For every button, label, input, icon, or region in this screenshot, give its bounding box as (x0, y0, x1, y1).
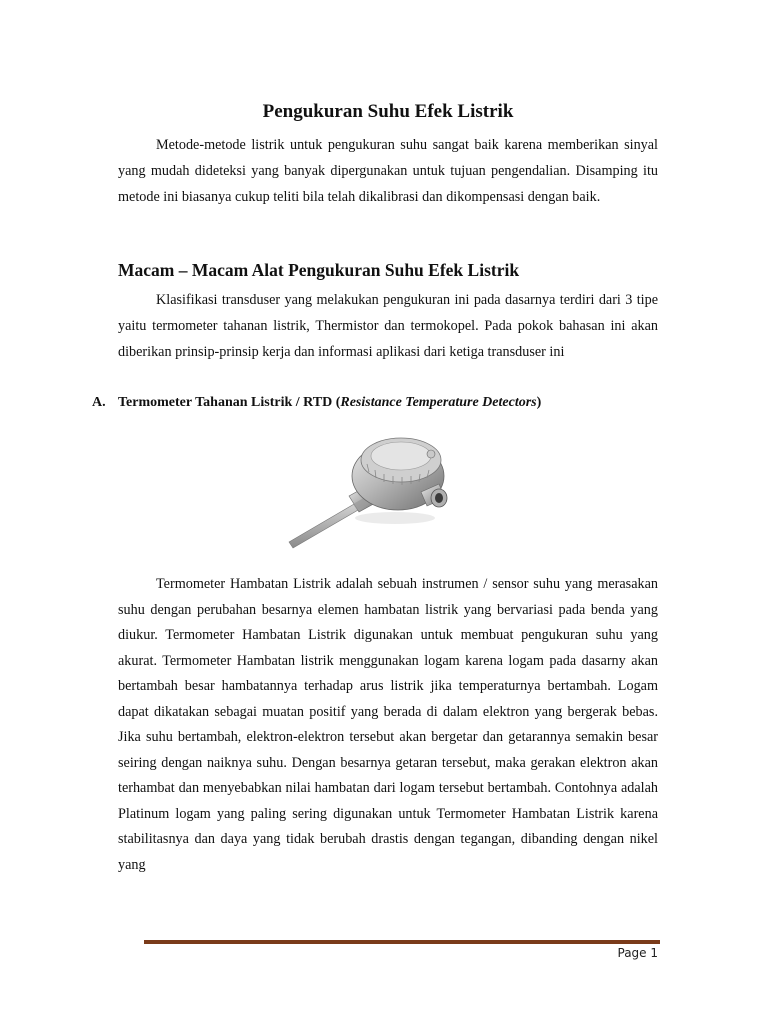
subsection-letter: A. (92, 395, 106, 410)
subsection-title-end: ) (536, 395, 542, 410)
page-number: Page 1 (617, 946, 658, 960)
rtd-sensor-image (283, 426, 451, 560)
section-heading: Macam – Macam Alat Pengukuran Suhu Efek Listrik (118, 260, 520, 280)
subsection-heading-a (92, 395, 541, 411)
footer-divider (144, 940, 660, 944)
rtd-body-paragraph: Termometer Hambatan Listrik adalah sebuah instrumen / sensor suhu yang merasakan suhu dengan perubahan besarnya elemen hambatan listrik yang bervariasi pada benda yang diukur. Termometer Hambatan Listrik digunakan untuk membuat pengukuran suhu yang akurat. Termometer Hambatan listrik menggunakan logam karena logam pada dasarny akan bertambah besar hambatannya terhadap arus listrik jika temperaturnya bertambah. Logam dapat dikatakan sebagai muatan positif yang berada di dalam elektron yang bergerak bebas. Jika suhu bertambah, elektron-elektron tersebut akan bergetar dan getarannya semakin besar seiring dengan naiknya suhu. Dengan besarnya getaran tersebut, maka gerakan elektron akan terhambat dan menyebabkan nilai hambatan dari logam tersebut bertambah. Contohnya adalah Platinum logam yang paling sering digunakan untuk Termometer Hambatan Listrik karena stabilitasnya dan daya yang tidak berubah drastis dengan tegangan, dibanding dengan nikel yang (118, 576, 658, 873)
subsection-title-italic: Resistance Temperature Detectors (340, 395, 537, 410)
classification-paragraph: Klasifikasi transduser yang melakukan pengukuran ini pada dasarnya terdiri dari 3 tipe yaitu termometer tahanan listrik, Thermistor dan termokopel. Pada pokok bahasan ini akan diberikan prinsip-prinsip kerja dan informasi aplikasi dari ketiga transduser ini (118, 292, 658, 360)
page-title: Pengukuran Suhu Efek Listrik (262, 101, 514, 122)
intro-paragraph: Metode-metode listrik untuk pengukuran suhu sangat baik karena memberikan sinyal yang mudah dideteksi yang banyak dipergunakan untuk tujuan pengendalian. Disamping itu metode ini biasanya cukup teliti bila telah dikalibrasi dan dikompensasi dengan baik. (118, 137, 658, 205)
subsection-title-start: Termometer Tahanan Listrik / RTD ( (118, 395, 341, 410)
